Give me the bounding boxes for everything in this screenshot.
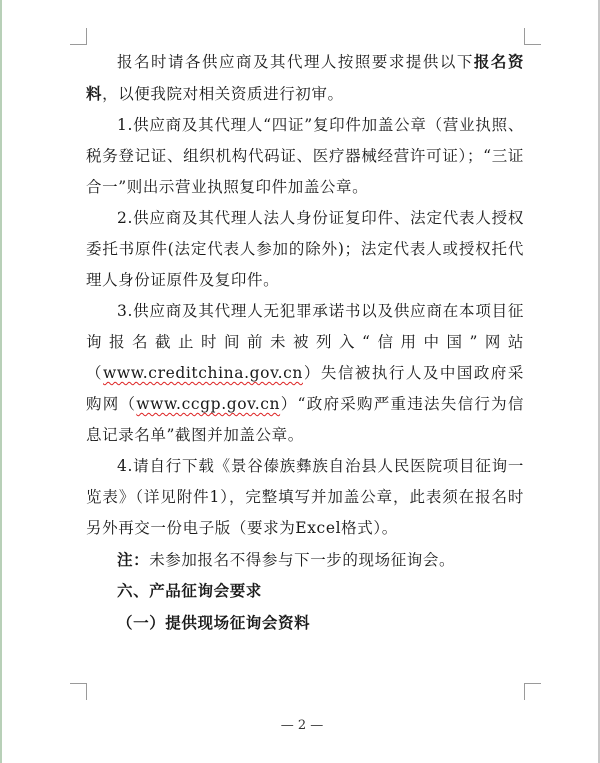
corner-mark-top-right <box>524 28 541 45</box>
corner-mark-bottom-left <box>70 683 87 700</box>
page-number: — 2 — <box>280 718 324 733</box>
note-paragraph <box>86 544 524 576</box>
intro-text: 报名时请各供应商及其代理人按照要求提供以下 <box>117 53 474 71</box>
note-text: 未参加报名不得参与下一步的现场征询会。 <box>149 551 456 569</box>
corner-mark-top-left <box>70 28 87 45</box>
ccgp-url: www.ccgp.gov.cn <box>136 395 281 413</box>
creditchina-url: www.creditchina.gov.cn <box>103 364 303 382</box>
intro-paragraph <box>86 46 524 110</box>
corner-mark-bottom-right <box>524 683 541 700</box>
item-3-text-b: ）失信被执行人及中国政府采购网（ <box>86 364 524 413</box>
section-heading: 六、产品征询会要求 <box>117 582 262 600</box>
item-3-text-c: ）“政府采购严重违法失信行为信息记录名单”截图并加盖公章。 <box>86 395 524 444</box>
intro-bold-text: 报名资料 <box>86 52 524 103</box>
item-2-paragraph: 2.供应商及其代理人法人身份证复印件、法定代表人授权委托书原件(法定代表人参加的除外)；法定代表人或授权托代理人身份证原件及复印件。 <box>86 209 524 289</box>
item-1-paragraph: 1.供应商及其代理人“四证”复印件加盖公章（营业执照、税务登记证、组织机构代码证、医疗器械经营许可证）；“三证合一”则出示营业执照复印件加盖公章。 <box>86 116 524 196</box>
subsection-heading: （一）提供现场征询会资料 <box>117 613 311 632</box>
intro-text-end: ，以便我院对相关资质进行初审。 <box>102 85 344 103</box>
item-3-paragraph <box>86 296 524 451</box>
item-3-text-a: 3.供应商及其代理人无犯罪承诺书以及供应商在本项目征询报名截止时间前未被列入“信用中国”网站（ <box>86 302 524 382</box>
item-4-paragraph: 4.请自行下载《景谷傣族彝族自治县人民医院项目征询一览表》（详见附件1），完整填写并加盖公章，此表须在报名时另外再交一份电子版（要求为Excel格式）。 <box>86 457 524 537</box>
document-body <box>86 46 524 638</box>
note-label: 注： <box>117 550 150 569</box>
